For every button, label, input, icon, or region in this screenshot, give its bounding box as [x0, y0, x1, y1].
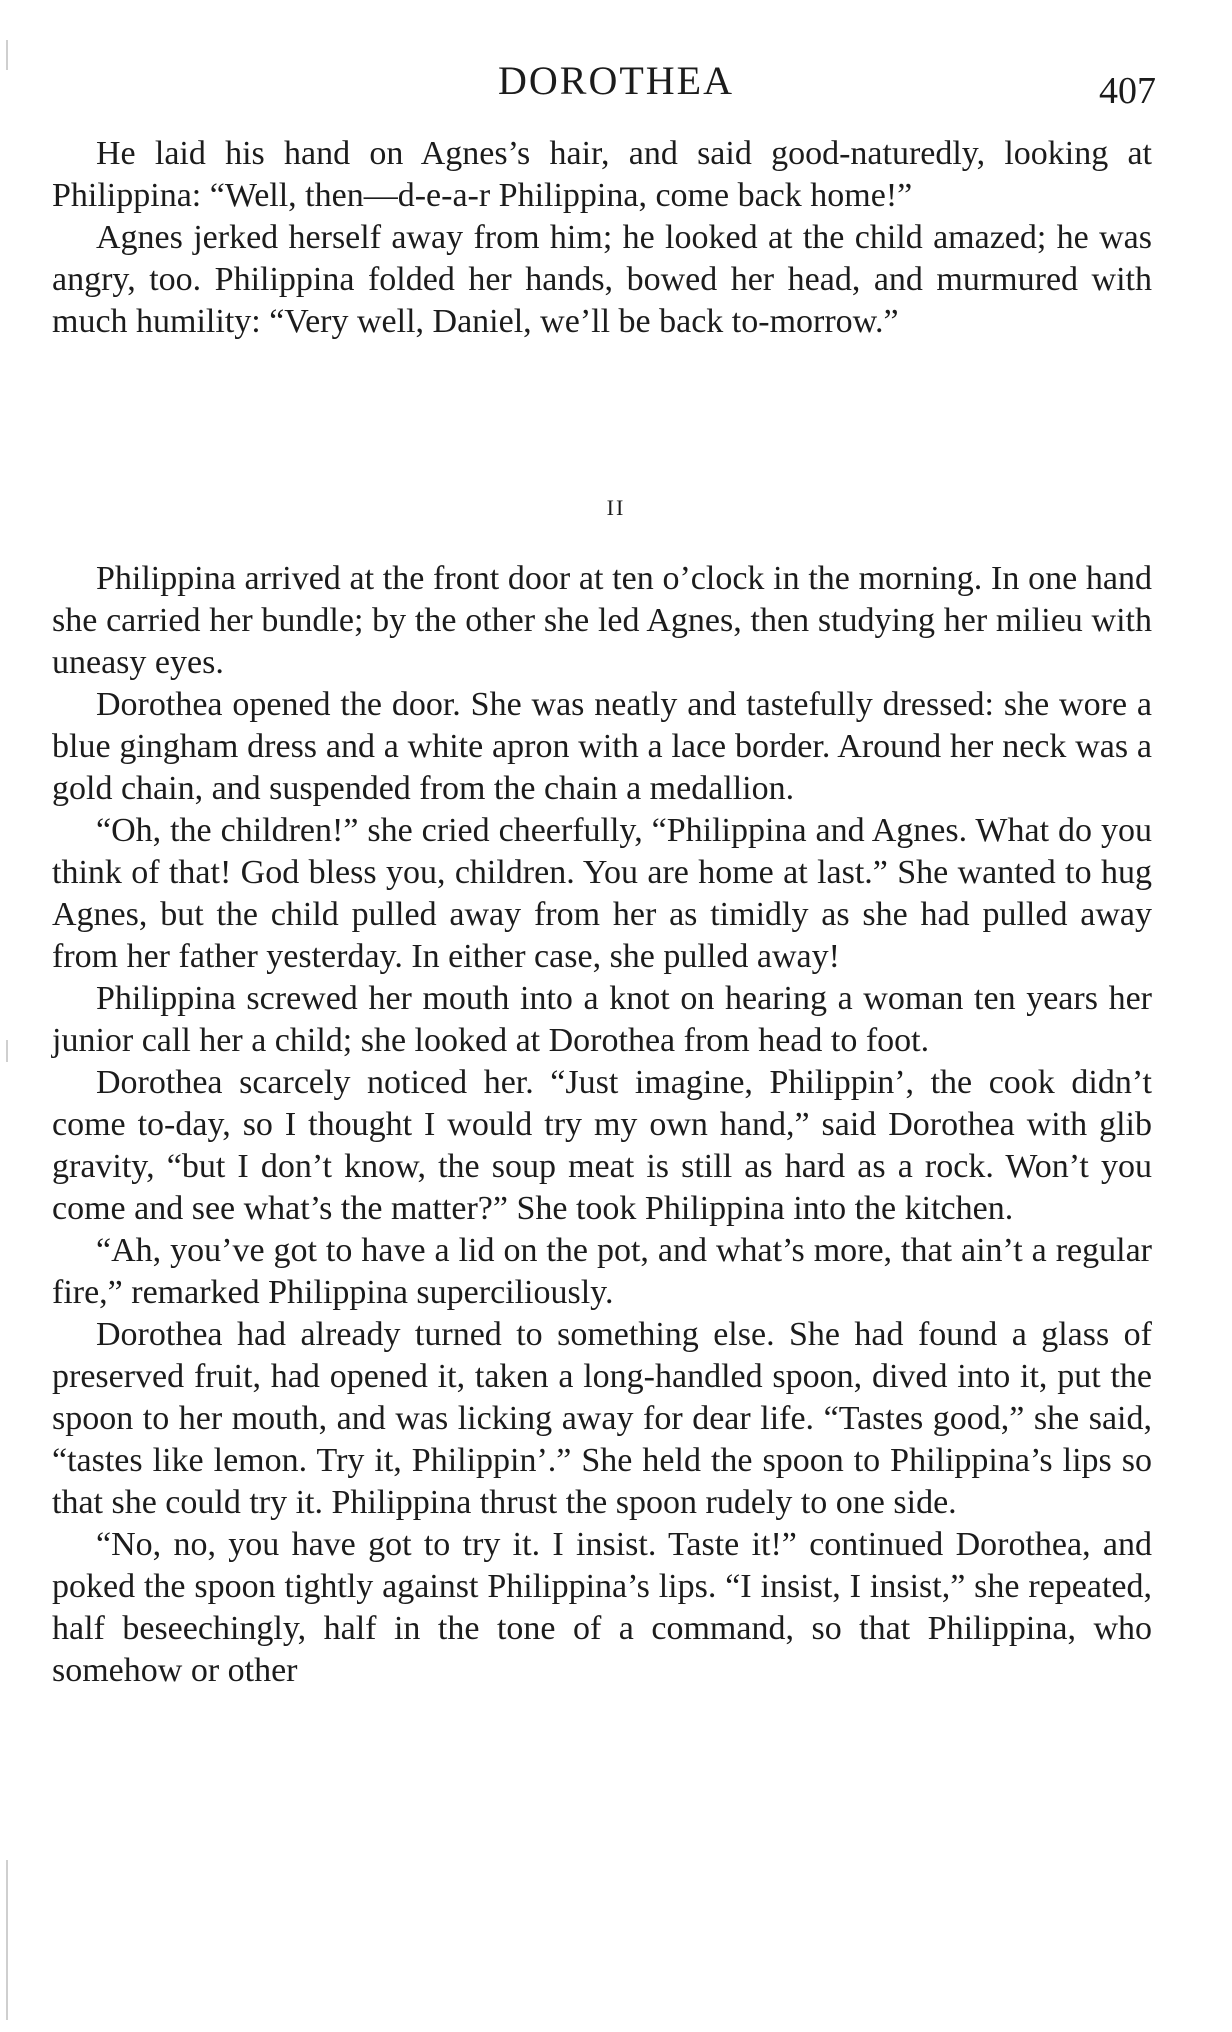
- scan-margin-mark: [6, 1860, 8, 2020]
- paragraph: Dorothea had already turned to something else. She had found a glass of preserved fruit, had opened it, taken a long-handled spoon, dived into it, put the spoon to her mouth, and was licking away for dear life. “Tastes good,” she said, “tastes like lemon. Try it, Philippin’.” She held the spoon to Philippina’s lips so that she could try it. Philippina thrust the spoon rudely to one side.: [52, 1316, 1152, 1521]
- paragraph: Agnes jerked herself away from him; he looked at the child amazed; he was angry, too. Philippina folded her hands, bowed her head, and murmured with much humility: “Very well, Daniel, we’ll be back to-morrow.”: [52, 219, 1152, 340]
- scan-margin-mark: [6, 40, 8, 70]
- paragraph: Dorothea opened the door. She was neatly and tastefully dressed: she wore a blue gingham dress and a white apron with a lace border. Around her neck was a gold chain, and suspended from the chain a medallion.: [52, 686, 1152, 807]
- paragraph: Philippina arrived at the front door at ten o’clock in the morning. In one hand she carried her bundle; by the other she led Agnes, then studying her milieu with uneasy eyes.: [52, 560, 1152, 681]
- paragraph: He laid his hand on Agnes’s hair, and said good-naturedly, looking at Philippina: “Well, then—d-e-a-r Philippina, come back home!”: [52, 135, 1152, 214]
- section-numeral: II: [606, 495, 626, 520]
- running-head: DOROTHEA: [498, 58, 734, 103]
- page-number: 407: [1099, 70, 1156, 112]
- text-block-upper: [52, 133, 1152, 343]
- paragraph: “Oh, the children!” she cried cheerfully, “Philippina and Agnes. What do you think of that! God bless you, children. You are home at last.” She wanted to hug Agnes, but the child pulled away from her as timidly as she had pulled away from her father yesterday. In either case, she pulled away!: [52, 812, 1152, 975]
- paragraph: “Ah, you’ve got to have a lid on the pot, and what’s more, that ain’t a regular fire,” remarked Philippina superciliously.: [52, 1232, 1152, 1311]
- paragraph: “No, no, you have got to try it. I insist. Taste it!” continued Dorothea, and poked the spoon tightly against Philippina’s lips. “I insist, I insist,” she repeated, half beseechingly, half in the tone of a command, so that Philippina, who somehow or other: [52, 1526, 1152, 1689]
- text-block-main: [52, 558, 1152, 1692]
- paragraph: Philippina screwed her mouth into a knot on hearing a woman ten years her junior call her a child; she looked at Dorothea from head to foot.: [52, 980, 1152, 1059]
- paragraph: Dorothea scarcely noticed her. “Just imagine, Philippin’, the cook didn’t come to-day, so I thought I would try my own hand,” said Dorothea with glib gravity, “but I don’t know, the soup meat is still as hard as a rock. Won’t you come and see what’s the matter?” She took Philippina into the kitchen.: [52, 1064, 1152, 1227]
- scan-margin-mark: [6, 1040, 8, 1062]
